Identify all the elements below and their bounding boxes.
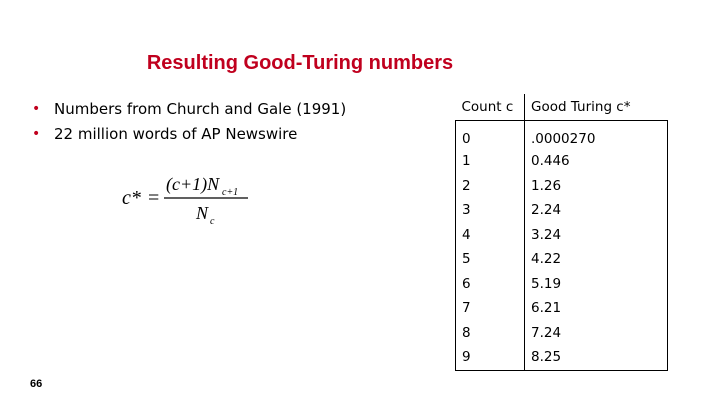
good-turing-cell: 3.24	[525, 223, 668, 248]
formula-numerator: (c+1)N	[166, 174, 220, 194]
header-count-c: Count c	[456, 94, 525, 121]
bullet-text: Numbers from Church and Gale (1991)	[54, 99, 347, 118]
count-cell: 4	[456, 223, 525, 248]
formula-denominator: N	[196, 203, 209, 223]
count-cell: 3	[456, 198, 525, 223]
count-cell: 8	[456, 321, 525, 346]
table-row	[456, 296, 668, 321]
count-cell: 0	[456, 121, 525, 150]
count-cell: 6	[456, 272, 525, 297]
bullet-item	[30, 96, 346, 121]
bullet-icon: •	[32, 100, 41, 117]
bullet-list	[30, 96, 346, 146]
count-cell: 5	[456, 247, 525, 272]
good-turing-cell: 5.19	[525, 272, 668, 297]
good-turing-cell: 1.26	[525, 174, 668, 199]
formula-graphic	[120, 170, 260, 230]
table-row	[456, 198, 668, 223]
bullet-icon: •	[32, 125, 41, 142]
table-row	[456, 321, 668, 346]
good-turing-cell: 4.22	[525, 247, 668, 272]
good-turing-formula	[120, 170, 260, 230]
slide-title: Resulting Good-Turing numbers	[146, 52, 454, 74]
good-turing-table	[455, 94, 668, 371]
formula-lhs: c*	[122, 187, 141, 209]
good-turing-cell: 0.446	[525, 149, 668, 174]
good-turing-cell: .0000270	[525, 121, 668, 150]
count-cell: 1	[456, 149, 525, 174]
good-turing-cell: 8.25	[525, 345, 668, 370]
count-cell: 2	[456, 174, 525, 199]
count-cell: 9	[456, 345, 525, 370]
good-turing-cell: 6.21	[525, 296, 668, 321]
good-turing-cell: 2.24	[525, 198, 668, 223]
bullet-text: 22 million words of AP Newswire	[54, 124, 298, 143]
table-row	[456, 121, 668, 150]
table-row	[456, 345, 668, 370]
table-row	[456, 272, 668, 297]
formula-denominator-subscript: c	[210, 216, 215, 227]
page-number: 66	[30, 378, 43, 390]
formula-numerator-subscript: c+1	[222, 187, 239, 198]
header-good-turing: Good Turing c*	[525, 94, 668, 121]
table-row	[456, 174, 668, 199]
table-row	[456, 247, 668, 272]
bullet-item	[30, 121, 346, 146]
good-turing-cell: 7.24	[525, 321, 668, 346]
count-cell: 7	[456, 296, 525, 321]
formula-equals: =	[148, 187, 160, 209]
table-header-row	[456, 94, 668, 121]
table-row	[456, 149, 668, 174]
table-row	[456, 223, 668, 248]
